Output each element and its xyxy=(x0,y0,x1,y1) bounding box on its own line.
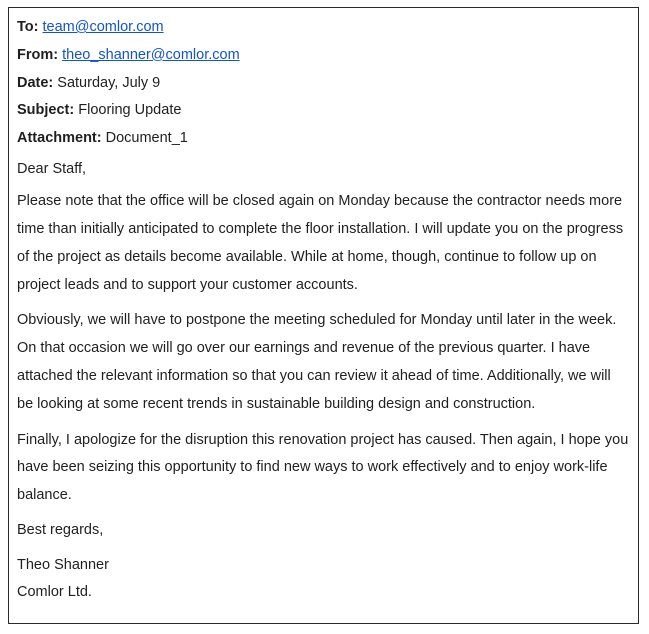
email-body xyxy=(17,159,630,606)
greeting: Dear Staff, xyxy=(17,161,87,178)
signature-name: Theo Shanner xyxy=(17,556,109,573)
signoff: Best regards, xyxy=(17,521,104,538)
subject-value: Flooring Update xyxy=(78,102,182,119)
from-line xyxy=(17,45,630,65)
date-line xyxy=(17,73,630,93)
body-paragraph: Please note that the office will be closed again on Monday because the contractor needs more time than initially anticipated to complete the floor installation. I will update you on the progress of the project as details become available. While at home, though, continue to follow up on project leads and to support your customer accounts. xyxy=(17,193,624,293)
body-paragraph: Finally, I apologize for the disruption this renovation project has caused. Then again, I hope you have been seizing this opportunity to find new ways to work effectively and to enjoy work-life balance. xyxy=(17,431,629,504)
subject-label: Subject: xyxy=(17,102,75,119)
body-paragraph: Obviously, we will have to postpone the meeting scheduled for Monday until later in the week. On that occasion we will go over our earnings and revenue of the previous quarter. I have attached the relevant information so that you can review it ahead of time. Additionally, we will be looking at some recent trends in sustainable building design and construction. xyxy=(17,312,617,412)
date-value: Saturday, July 9 xyxy=(57,74,161,91)
to-email-link[interactable]: team@comlor.com xyxy=(42,19,164,35)
to-line xyxy=(17,17,630,37)
attachment-label: Attachment: xyxy=(17,130,102,147)
from-label: From: xyxy=(17,46,59,63)
signature-company: Comlor Ltd. xyxy=(17,583,92,600)
subject-line xyxy=(17,100,630,120)
email-message xyxy=(8,7,639,624)
to-label: To: xyxy=(17,19,39,35)
from-email-link[interactable]: theo_shanner@comlor.com xyxy=(62,46,240,63)
attachment-line xyxy=(17,128,630,148)
date-label: Date: xyxy=(17,74,54,91)
attachment-value[interactable]: Document_1 xyxy=(105,130,188,147)
